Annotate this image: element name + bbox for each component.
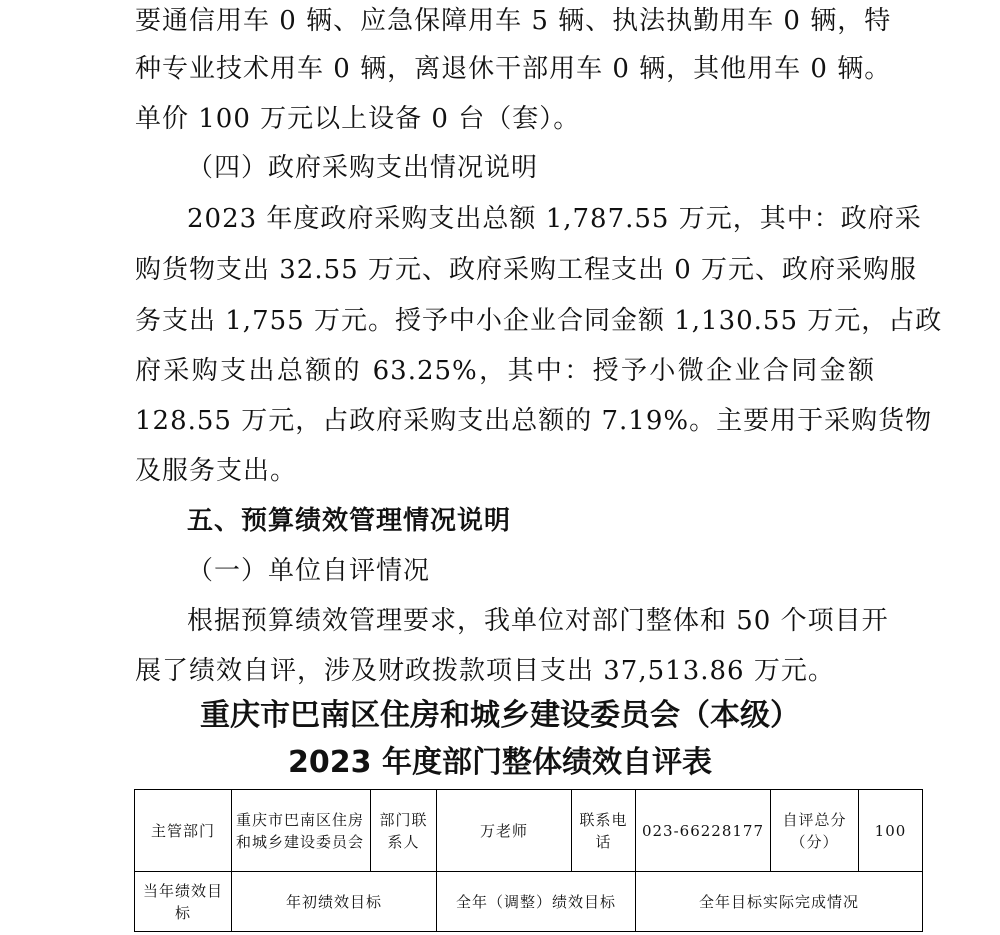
contact-value-cell: 万老师 (437, 790, 572, 872)
procurement-line-6: 及服务支出。 (135, 456, 298, 486)
initial-goal-header: 年初绩效目标 (232, 872, 437, 932)
vehicle-paragraph-line-3: 单价 100 万元以上设备 0 台（套）。 (135, 104, 581, 134)
dept-label-cell: 主管部门 (135, 790, 232, 872)
performance-heading: 五、预算绩效管理情况说明 (187, 506, 512, 536)
vehicle-paragraph-line-1: 要通信用车 0 辆、应急保障用车 5 辆、执法执勤用车 0 辆，特 (135, 6, 892, 36)
table-row (135, 790, 923, 872)
table-row (135, 872, 923, 932)
phone-value-cell: 023-66228177 (636, 790, 771, 872)
procurement-line-1: 2023 年度政府采购支出总额 1,787.55 万元，其中：政府采 (187, 204, 922, 234)
performance-line-2: 展了绩效自评，涉及财政拨款项目支出 37,513.86 万元。 (135, 656, 835, 686)
contact-label-cell: 部门联系人 (371, 790, 437, 872)
score-value-cell: 100 (859, 790, 923, 872)
score-label-cell: 自评总分（分） (771, 790, 859, 872)
vehicle-paragraph-line-2: 种专业技术用车 0 辆，离退休干部用车 0 辆，其他用车 0 辆。 (135, 54, 892, 84)
self-evaluation-table (134, 789, 923, 932)
self-eval-subheading: （一）单位自评情况 (187, 556, 431, 586)
phone-label-cell: 联系电话 (572, 790, 636, 872)
procurement-line-3: 务支出 1,755 万元。授予中小企业合同金额 1,130.55 万元，占政 (135, 306, 943, 336)
goal-label-cell: 当年绩效目标 (135, 872, 232, 932)
dept-value-cell: 重庆市巴南区住房和城乡建设委员会 (232, 790, 371, 872)
procurement-line-2: 购货物支出 32.55 万元、政府采购工程支出 0 万元、政府采购服 (135, 255, 918, 285)
actual-completion-header: 全年目标实际完成情况 (636, 872, 923, 932)
performance-line-1: 根据预算绩效管理要求，我单位对部门整体和 50 个项目开 (187, 606, 889, 636)
procurement-line-5: 128.55 万元，占政府采购支出总额的 7.19%。主要用于采购货物 (135, 406, 933, 436)
table-title-line-2: 2023 年度部门整体绩效自评表 (288, 745, 712, 780)
procurement-line-4: 府采购支出总额的 63.25%，其中：授予小微企业合同金额 (135, 356, 875, 386)
procurement-heading: （四）政府采购支出情况说明 (187, 153, 539, 183)
adjusted-goal-header: 全年（调整）绩效目标 (437, 872, 636, 932)
table-title-line-1: 重庆市巴南区住房和城乡建设委员会（本级） (200, 698, 800, 733)
